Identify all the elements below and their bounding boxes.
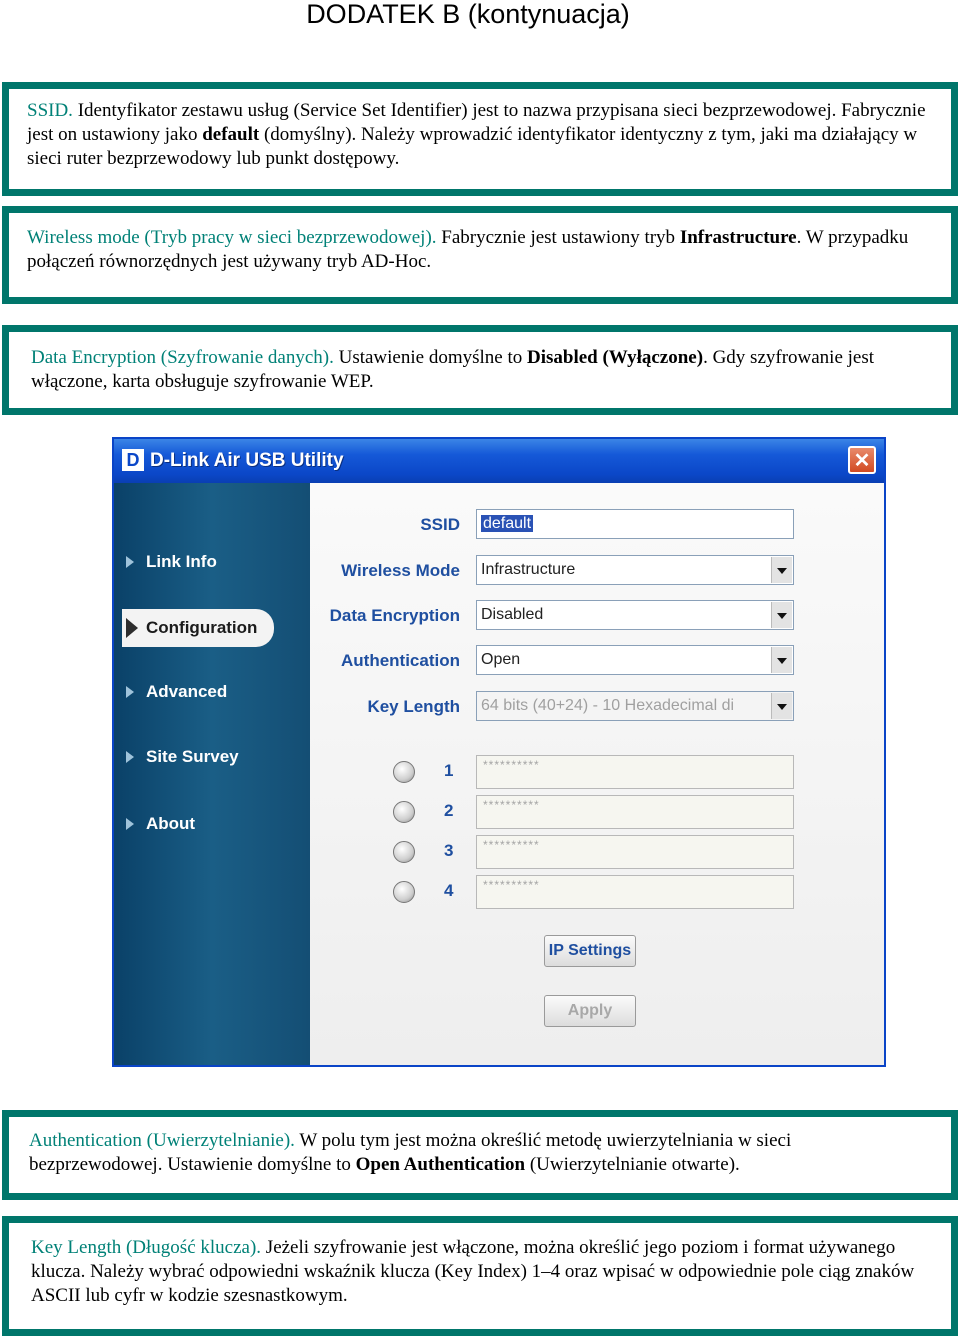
page-title: DODATEK B (kontynuacja) [306, 0, 630, 29]
data-encryption-select[interactable] [476, 600, 794, 630]
key-length-description [31, 1236, 926, 1308]
wireless-mode-default-value: Infrastructure [679, 227, 797, 248]
wireless-mode-description-box [2, 206, 958, 304]
arrow-right-icon [126, 556, 134, 568]
key-1-input[interactable]: ********** [476, 755, 794, 789]
key-2-radio[interactable] [393, 801, 415, 823]
arrow-right-icon [126, 751, 134, 763]
key-length-heading: Key Length (Długość klucza). [31, 1237, 262, 1258]
ssid-label: SSID [420, 515, 460, 534]
nav-configuration[interactable] [122, 609, 274, 647]
authentication-heading: Authentication (Uwierzytelnianie). [29, 1130, 295, 1151]
nav-link-info[interactable] [122, 543, 274, 581]
nav-site-survey[interactable] [122, 738, 274, 776]
arrow-right-icon [126, 686, 134, 698]
wireless-mode-text: Fabrycznie jest ustawiony tryb [436, 227, 680, 248]
window-title: D-Link Air USB Utility [150, 450, 344, 471]
key-2-number: 2 [444, 801, 454, 820]
nav-about[interactable] [122, 805, 274, 843]
key-3-number: 3 [444, 841, 454, 860]
key-1-radio[interactable] [393, 761, 415, 783]
key-3-input[interactable]: ********** [476, 835, 794, 869]
data-encryption-value: Disabled [481, 606, 544, 623]
authentication-text: W polu tym jest można określić metodę uwierzytelniania w sieci bezprzewodowej. Ustawienie domyślne to [29, 1130, 792, 1175]
dlink-logo-icon: D [122, 449, 144, 471]
encryption-heading: Data Encryption (Szyfrowanie danych). [31, 347, 334, 368]
encryption-text: Ustawienie domyślne to [333, 347, 527, 368]
key-length-select[interactable] [476, 691, 794, 721]
nav-link-info-label: Link Info [146, 552, 217, 571]
authentication-default-value: Open Authentication [355, 1154, 526, 1175]
key-4-radio[interactable] [393, 881, 415, 903]
wireless-mode-label: Wireless Mode [341, 561, 460, 580]
authentication-label: Authentication [341, 651, 460, 670]
ssid-input-value: default [483, 515, 532, 532]
key-length-value: 64 bits (40+24) - 10 Hexadecimal di [481, 697, 735, 714]
nav-advanced[interactable] [122, 673, 274, 711]
chevron-down-icon[interactable] [771, 602, 792, 628]
arrow-right-icon [126, 618, 138, 638]
encryption-text-end: . Gdy szyfrowanie jest włączone, karta obsługuje szyfrowanie WEP. [31, 347, 875, 392]
nav-configuration-label: Configuration [146, 618, 258, 637]
wireless-mode-select[interactable] [476, 555, 794, 585]
dlink-utility-window [112, 437, 886, 1067]
apply-button[interactable]: Apply [544, 995, 636, 1027]
authentication-description-box [2, 1110, 958, 1200]
authentication-text-end: (Uwierzytelnianie otwarte). [525, 1154, 740, 1175]
arrow-right-icon [126, 818, 134, 830]
key-length-text: Jeżeli szyfrowanie jest włączone, można określić jego poziom i format używanego klucza. Należy wybrać odpowiedni wskaźnik klucza (Key Index) 1–4 oraz wpisać w odpowiednie pole ciąg znaków ASCII lub cyfr w kodzie szesnastkowym. [31, 1237, 915, 1306]
wireless-mode-description [27, 226, 927, 274]
wireless-mode-value: Infrastructure [481, 561, 576, 578]
configuration-panel [310, 483, 884, 1065]
chevron-down-icon[interactable] [771, 693, 792, 719]
key-2-input[interactable]: ********** [476, 795, 794, 829]
ssid-description [27, 99, 927, 171]
ssid-description-box [2, 82, 958, 196]
key-3-radio[interactable] [393, 841, 415, 863]
wireless-mode-heading: Wireless mode (Tryb pracy w sieci bezprzewodowej). [27, 227, 437, 248]
nav-site-survey-label: Site Survey [146, 747, 239, 766]
authentication-description [29, 1129, 929, 1177]
authentication-select[interactable] [476, 645, 794, 675]
encryption-description [31, 346, 931, 394]
data-encryption-label: Data Encryption [329, 606, 460, 625]
key-1-number: 1 [444, 761, 454, 780]
ssid-input[interactable] [476, 509, 794, 539]
sidebar-nav [114, 483, 310, 1065]
window-titlebar [114, 439, 884, 483]
chevron-down-icon[interactable] [771, 557, 792, 583]
key-length-description-box [2, 1216, 958, 1336]
key-4-input[interactable]: ********** [476, 875, 794, 909]
encryption-default-value: Disabled (Wyłączone) [526, 347, 704, 368]
key-length-label: Key Length [367, 697, 460, 716]
ssid-default-value: default [202, 124, 260, 145]
wireless-mode-text-end: . W przypadku połączeń równorzędnych jest używany tryb AD-Hoc. [27, 227, 909, 272]
chevron-down-icon[interactable] [771, 647, 792, 673]
key-4-number: 4 [444, 881, 454, 900]
encryption-description-box [2, 325, 958, 415]
ssid-text: Identyfikator zestawu usług (Service Set Identifier) jest to nazwa przypisana sieci bezprzewodowej. Fabrycznie jest on ustawiony jako [27, 100, 926, 145]
ip-settings-button[interactable]: IP Settings [544, 935, 636, 967]
nav-advanced-label: Advanced [146, 682, 228, 701]
close-icon[interactable]: ✕ [848, 446, 876, 474]
ssid-text-end: (domyślny). Należy wprowadzić identyfikator identyczny z tym, jaki ma działający w sieci ruter bezprzewodowy lub punkt dostępowy. [27, 124, 918, 169]
ssid-heading: SSID. [27, 100, 73, 121]
authentication-value: Open [481, 651, 521, 668]
nav-about-label: About [146, 814, 196, 833]
